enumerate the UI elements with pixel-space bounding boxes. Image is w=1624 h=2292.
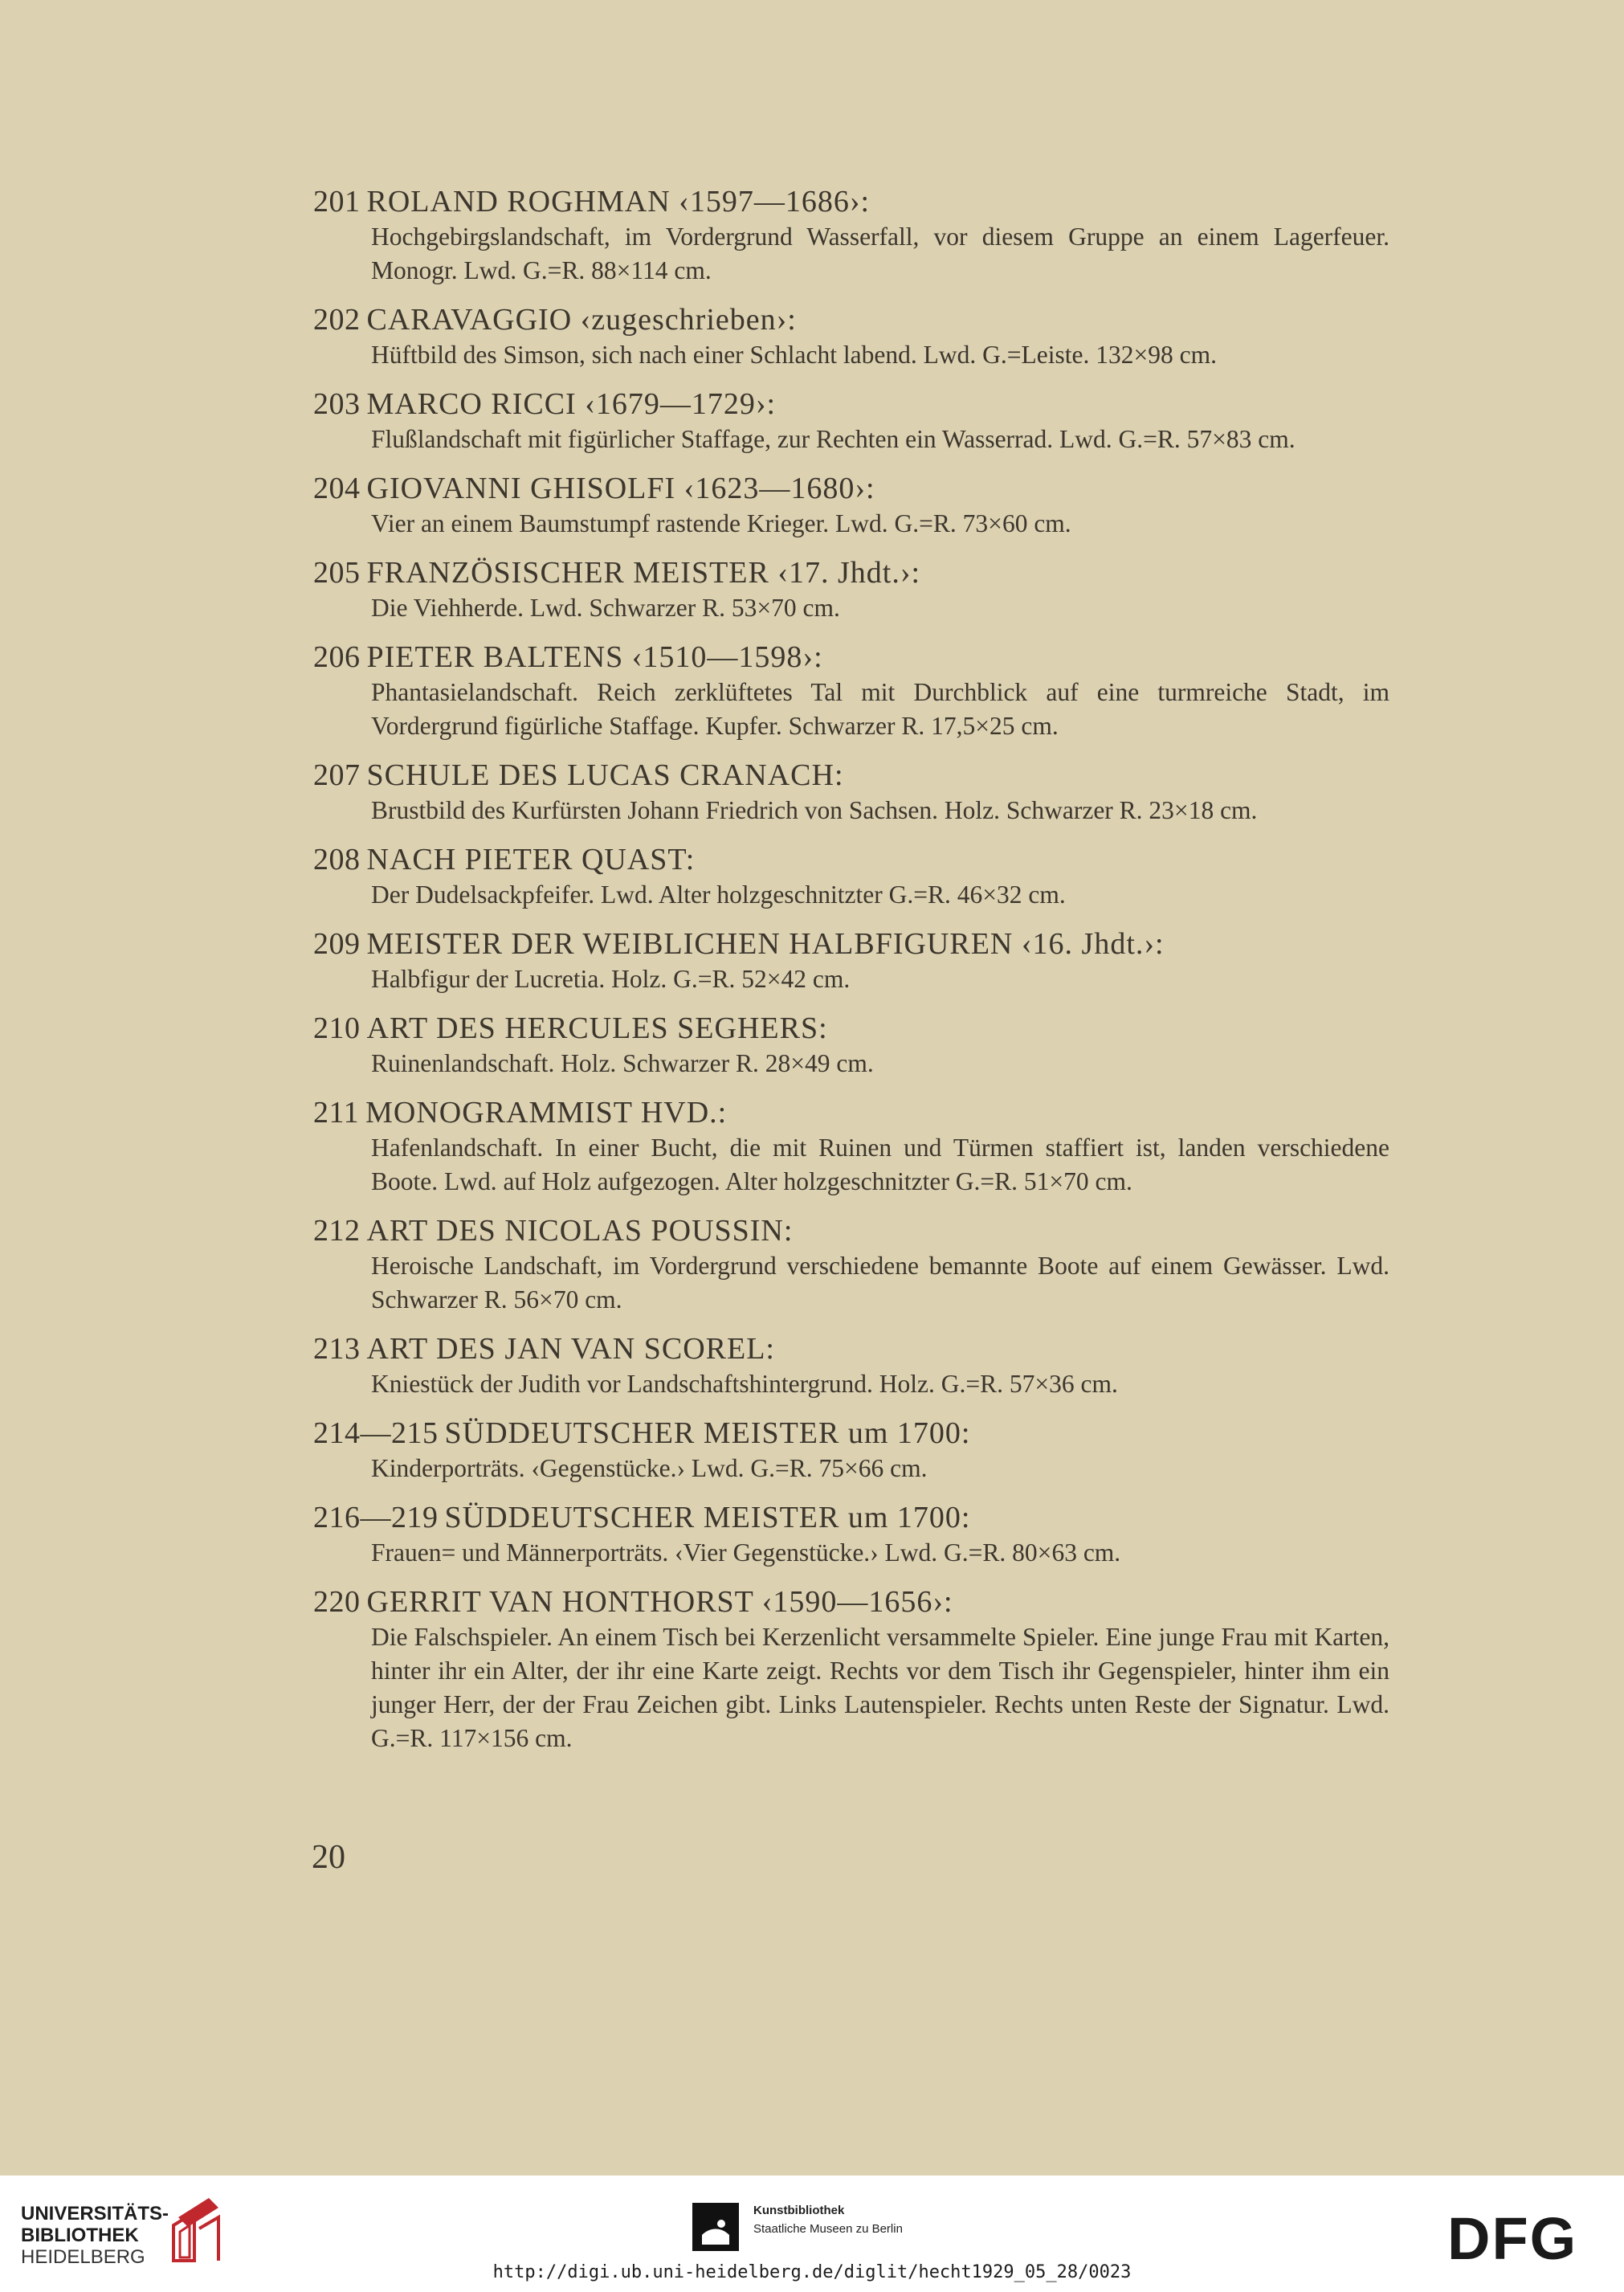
entry-number: 202 (313, 303, 361, 337)
entry-heading (313, 1212, 1389, 1249)
university-name-line2: BIBLIOTHEK (21, 2225, 139, 2246)
entry-description: Die Falschspieler. An einem Tisch bei Kerzenlicht versammelte Spieler. Eine junge Frau mit Karten, hinter ihr ein Alter, der ihr eine Karte zeigt. Rechts vor dem Tisch ihr Gegenspieler, hinter ihm ein junger Herr, der der Frau Zeichen gibt. Links Lautenspieler. Rechts unten Reste der Signatur. Lwd. G.=R. 117×156 cm. (371, 1623, 1389, 1752)
entry-title: PIETER BALTENS ‹1510—1598›: (366, 640, 823, 674)
entry-title: SÜDDEUTSCHER MEISTER um 1700: (444, 1416, 971, 1450)
entry-heading (313, 1415, 1389, 1452)
entry-number: 205 (313, 556, 361, 590)
catalog-entry (313, 925, 1389, 996)
entry-number: 208 (313, 843, 361, 876)
university-emblem-icon (162, 2193, 230, 2265)
catalog-entry (313, 841, 1389, 912)
entry-description: Brustbild des Kurfürsten Johann Friedrich von Sachsen. Holz. Schwarzer R. 23×18 cm. (371, 796, 1258, 824)
entry-number: 203 (313, 387, 361, 421)
kunstbibliothek-subtitle: Staatliche Museen zu Berlin (753, 2222, 903, 2236)
kunstbibliothek-logo[interactable] (692, 2200, 933, 2256)
entry-number: 209 (313, 927, 361, 961)
entry-title: MEISTER DER WEIBLICHEN HALBFIGUREN ‹16. Jhdt.›: (366, 927, 1165, 961)
entry-description: Kinderporträts. ‹Gegenstücke.› Lwd. G.=R. 75×66 cm. (371, 1454, 928, 1482)
entry-number: 220 (313, 1585, 361, 1619)
catalog-entry (313, 1212, 1389, 1317)
entry-description: Die Viehherde. Lwd. Schwarzer R. 53×70 cm. (371, 594, 840, 622)
catalog-entry (313, 757, 1389, 827)
entry-description: Kniestück der Judith vor Landschaftshintergrund. Holz. G.=R. 57×36 cm. (371, 1370, 1118, 1398)
entry-heading (313, 925, 1389, 962)
catalog-entry (313, 470, 1389, 541)
kunstbibliothek-emblem-icon (692, 2203, 739, 2251)
entry-description: Der Dudelsackpfeifer. Lwd. Alter holzgeschnitzter G.=R. 46×32 cm. (371, 880, 1066, 909)
entry-heading (313, 1330, 1389, 1367)
catalog-entry (313, 386, 1389, 456)
entry-title: SÜDDEUTSCHER MEISTER um 1700: (444, 1501, 971, 1534)
entry-title: FRANZÖSISCHER MEISTER ‹17. Jhdt.›: (366, 556, 921, 590)
entry-heading (313, 841, 1389, 878)
entry-heading (313, 301, 1389, 338)
dfg-logo[interactable]: DFG (1447, 2205, 1578, 2272)
entry-heading (313, 639, 1389, 676)
entry-description: Hochgebirgslandschaft, im Vordergrund Wasserfall, vor diesem Gruppe an einem Lagerfeuer. Monogr. Lwd. G.=R. 88×114 cm. (371, 223, 1389, 284)
catalog-entry (313, 1499, 1389, 1570)
entry-description: Ruinenlandschaft. Holz. Schwarzer R. 28×49 cm. (371, 1049, 874, 1077)
catalog-entry (313, 1583, 1389, 1755)
entry-description: Phantasielandschaft. Reich zerklüftetes Tal mit Durchblick auf eine turmreiche Stadt, im Vordergrund figürliche Staffage. Kupfer. Schwarzer R. 17,5×25 cm. (371, 678, 1389, 740)
entry-title: MONOGRAMMIST HVD.: (365, 1096, 728, 1130)
entry-number: 214—215 (313, 1416, 439, 1450)
catalog-entry (313, 639, 1389, 743)
entry-number: 212 (313, 1214, 361, 1248)
entry-title: GIOVANNI GHISOLFI ‹1623—1680›: (366, 472, 875, 505)
entry-description: Heroische Landschaft, im Vordergrund verschiedene bemannte Boote auf einem Gewässer. Lwd. Schwarzer R. 56×70 cm. (371, 1252, 1389, 1314)
entry-number: 213 (313, 1332, 361, 1366)
catalog-entries (313, 183, 1389, 1769)
entry-heading (313, 1010, 1389, 1047)
entry-title: ART DES HERCULES SEGHERS: (366, 1011, 828, 1045)
entry-heading (313, 1499, 1389, 1536)
catalog-entry (313, 1415, 1389, 1485)
entry-number: 206 (313, 640, 361, 674)
entry-heading (313, 757, 1389, 794)
entry-heading (313, 183, 1389, 220)
entry-title: CARAVAGGIO ‹zugeschrieben›: (366, 303, 797, 337)
catalog-entry (313, 183, 1389, 288)
entry-description: Frauen= und Männerporträts. ‹Vier Gegenstücke.› Lwd. G.=R. 80×63 cm. (371, 1538, 1121, 1567)
catalog-entry (313, 1330, 1389, 1401)
document-url[interactable]: http://digi.ub.uni-heidelberg.de/diglit/hecht1929_05_28/0023 (492, 2262, 1132, 2282)
entry-title: ART DES JAN VAN SCOREL: (366, 1332, 775, 1366)
footer-bar (0, 2176, 1624, 2292)
university-name-line1: UNIVERSITÄTS- (21, 2203, 169, 2225)
entry-title: ROLAND ROGHMAN ‹1597—1686›: (366, 185, 871, 219)
entry-heading (313, 386, 1389, 423)
entry-number: 216—219 (313, 1501, 439, 1534)
entry-description: Vier an einem Baumstumpf rastende Krieger. Lwd. G.=R. 73×60 cm. (371, 509, 1071, 537)
entry-title: NACH PIETER QUAST: (366, 843, 696, 876)
entry-title: ART DES NICOLAS POUSSIN: (366, 1214, 794, 1248)
page-number: 20 (312, 1839, 345, 1876)
entry-description: Hüftbild des Simson, sich nach einer Schlacht labend. Lwd. G.=Leiste. 132×98 cm. (371, 341, 1217, 369)
catalog-entry (313, 301, 1389, 372)
catalog-entry (313, 554, 1389, 625)
university-name-line3: HEIDELBERG (21, 2246, 145, 2268)
entry-number: 204 (313, 472, 361, 505)
entry-heading (313, 554, 1389, 591)
entry-heading (313, 470, 1389, 507)
entry-heading (313, 1094, 1389, 1131)
entry-description: Hafenlandschaft. In einer Bucht, die mit Ruinen und Türmen staffiert ist, landen verschiedene Boote. Lwd. auf Holz aufgezogen. Alter holzgeschnitzter G.=R. 51×70 cm. (371, 1134, 1389, 1195)
entry-number: 211 (313, 1096, 360, 1130)
entry-number: 201 (313, 185, 361, 219)
entry-number: 207 (313, 758, 361, 792)
entry-title: SCHULE DES LUCAS CRANACH: (366, 758, 844, 792)
entry-number: 210 (313, 1011, 361, 1045)
catalog-entry (313, 1010, 1389, 1081)
kunstbibliothek-name: Kunstbibliothek (753, 2204, 845, 2217)
entry-title: MARCO RICCI ‹1679—1729›: (366, 387, 777, 421)
catalog-entry (313, 1094, 1389, 1199)
entry-title: GERRIT VAN HONTHORST ‹1590—1656›: (366, 1585, 953, 1619)
entry-description: Flußlandschaft mit figürlicher Staffage, zur Rechten ein Wasserrad. Lwd. G.=R. 57×83 cm. (371, 425, 1296, 453)
entry-description: Halbfigur der Lucretia. Holz. G.=R. 52×42 cm. (371, 965, 851, 993)
entry-heading (313, 1583, 1389, 1620)
